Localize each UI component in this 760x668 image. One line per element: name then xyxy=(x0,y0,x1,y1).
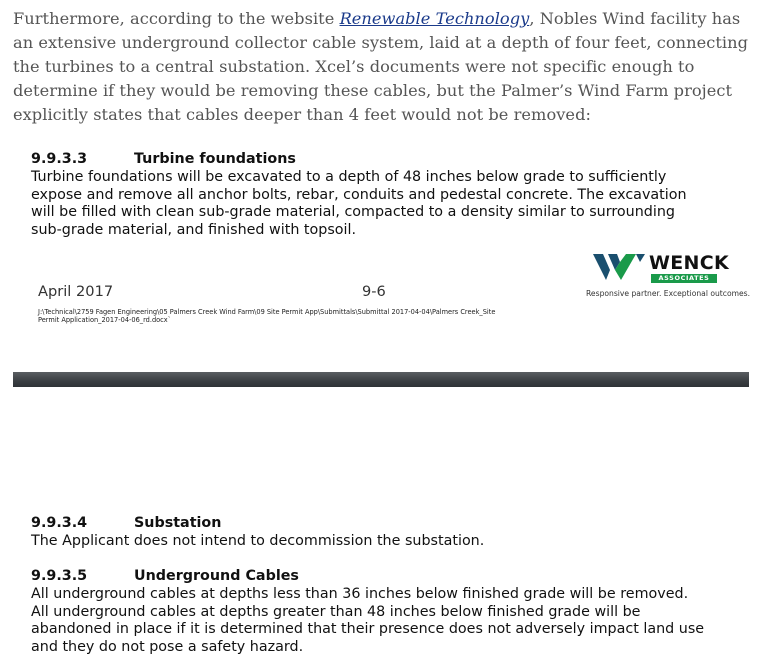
intro-paragraph xyxy=(13,7,749,127)
body-line: All underground cables at depths greater than 48 inches below finished grade will be xyxy=(31,603,641,620)
body-line: All underground cables at depths less than 36 inches below finished grade will be removed. xyxy=(31,586,689,602)
document-page-excerpt-bottom xyxy=(13,388,749,668)
wenck-logo-mark-icon xyxy=(593,254,647,282)
logo-name: WENCK xyxy=(649,252,730,274)
intro-text-end: , Nobles Wind facility has an extensive underground collector cable system, laid at a depth of four feet, connecting the turbines to a central substation. Xcel’s documents were not specific enough to determine if they would be removing these cables, but the Palmer’s Wind Farm project explicitly states that cables deeper than 4 feet would not be removed: xyxy=(13,9,749,124)
turbine-foundations-body xyxy=(31,169,731,239)
logo-tagline: Responsive partner. Exceptional outcomes. xyxy=(586,289,751,298)
footer-date: April 2017 xyxy=(38,283,114,300)
body-line: sub-grade material, and finished with topsoil. xyxy=(31,221,357,238)
body-line: Turbine foundations will be excavated to a depth of 48 inches below grade to sufficiently xyxy=(31,169,667,185)
section-number: 9.9.3.3 xyxy=(31,151,88,167)
footer-file-path: J:\Technical\2759 Fagen Engineering\05 Palmers Creek Wind Farm\09 Site Permit App\Submittals\Submittal 2017-04-04\Palmers Creek_Site Permit Application_2017-04-06_rd.docx` xyxy=(38,308,496,324)
section-number: 9.9.3.5 xyxy=(31,568,88,584)
body-line: The Applicant does not intend to decommission the substation. xyxy=(31,533,485,549)
wenck-logo xyxy=(586,252,751,300)
document-page-excerpt-top xyxy=(13,142,749,372)
body-line: and they do not pose a safety hazard. xyxy=(31,638,304,655)
section-number: 9.9.3.4 xyxy=(31,515,88,531)
logo-subtitle: ASSOCIATES xyxy=(651,274,717,283)
renewable-technology-link[interactable]: Renewable Technology xyxy=(339,9,530,28)
body-line: will be filled with clean sub-grade material, compacted to a density similar to surrounding xyxy=(31,204,675,221)
body-line: abandoned in place if it is determined that their presence does not adversely impact land use xyxy=(31,621,705,638)
section-title: Turbine foundations xyxy=(134,151,296,167)
substation-body xyxy=(31,533,731,551)
underground-cables-body xyxy=(31,586,731,656)
intro-text-start: Furthermore, according to the website xyxy=(13,9,340,28)
section-title: Substation xyxy=(134,515,222,531)
section-title: Underground Cables xyxy=(134,568,299,584)
footer-page-number: 9-6 xyxy=(362,283,386,300)
section-heading-underground-cables xyxy=(31,568,299,584)
section-heading-substation xyxy=(31,515,221,531)
body-line: expose and remove all anchor bolts, rebar, conduits and pedestal concrete. The excavation xyxy=(31,186,687,203)
section-heading-turbine-foundations xyxy=(31,151,296,167)
page-break-divider xyxy=(13,372,749,387)
